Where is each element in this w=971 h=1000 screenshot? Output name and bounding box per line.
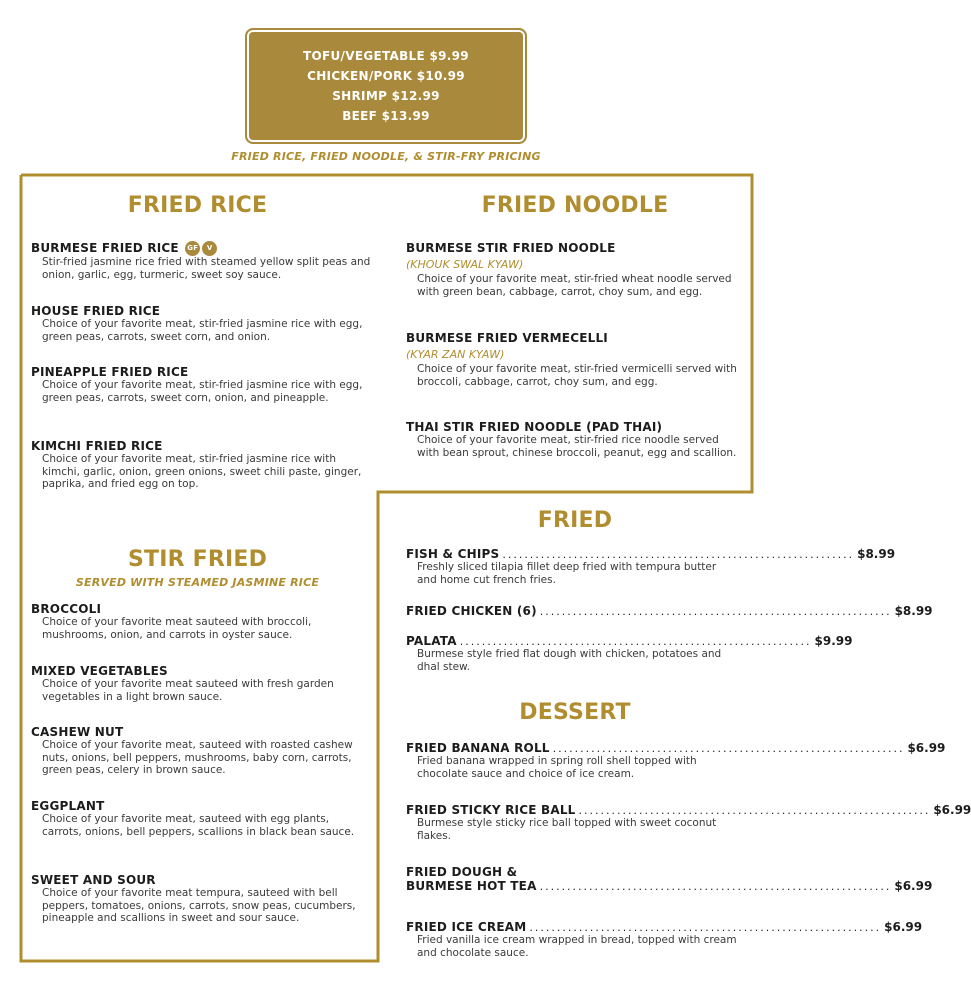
item-description: Fried banana wrapped in spring roll shell topped with chocolate sauce and choice of ice cream. [417,755,697,780]
item-name: KIMCHI FRIED RICE [31,439,163,453]
item-name: PALATA [406,634,457,648]
menu-item [406,634,853,673]
item-name: THAI STIR FRIED NOODLE (PAD THAI) [406,420,663,434]
menu-item [31,873,371,925]
item-name-continued: BURMESE HOT TEA [406,879,537,893]
menu-item [31,664,371,703]
menu-item [406,331,741,388]
vegetarian-badge: V [202,241,217,256]
item-description: Choice of your favorite meat, stir-fried rice noodle served with bean sprout, chinese broccoli, peanut, egg and scallion. [417,434,737,459]
menu-item [406,865,933,893]
fried-title: FRIED [537,508,613,533]
menu-item [31,602,371,641]
item-name: BURMESE STIR FRIED NOODLE [406,241,616,255]
pricing-caption: FRIED RICE, FRIED NOODLE, & STIR-FRY PRICING [231,150,541,163]
item-description: Choice of your favorite meat sauteed with broccoli, mushrooms, onion, and carrots in oyster sauce. [42,616,312,641]
menu-item [406,741,946,780]
item-name: FRIED STICKY RICE BALL [406,803,576,817]
item-name: BURMESE FRIED VERMECELLI [406,331,608,345]
item-price: $6.99 [884,920,923,934]
leader-dots: ................................................................ [552,742,905,755]
price-line-tofu: TOFU/VEGETABLE $9.99 [303,49,469,63]
stir-fried-subtitle: SERVED WITH STEAMED JASMINE RICE [75,576,320,589]
leader-dots: ................................................................ [502,548,855,561]
gluten-free-badge: GF [185,241,200,256]
menu-item [406,803,971,842]
item-name: FISH & CHIPS [406,547,500,561]
item-name: BURMESE FRIED RICE [31,241,179,255]
item-description: Choice of your favorite meat, sauteed with roasted cashew nuts, onions, bell peppers, mushrooms, baby corn, carrots, green peas, celery in brown sauce. [42,739,353,777]
item-description: Choice of your favorite meat, stir-fried vermicelli served with broccoli, cabbage, carrot, choy sum, and egg. [417,363,737,388]
leader-dots: ................................................................ [529,921,882,934]
menu-item [406,920,923,959]
item-name: FRIED DOUGH & [406,865,518,879]
item-description: Choice of your favorite meat tempura, sauteed with bell peppers, tomatoes, onions, carrots, snow peas, cucumbers, pineapple and scallions in sweet and sour sauce. [42,887,356,925]
item-name: SWEET AND SOUR [31,873,156,887]
item-price: $6.99 [907,741,946,755]
item-name: HOUSE FRIED RICE [31,304,161,318]
menu-item [406,547,896,586]
menu-item [31,241,371,281]
item-price: $8.99 [894,604,933,618]
item-name: PINEAPPLE FRIED RICE [31,365,189,379]
item-alt-name: (KHOUK SWAL KYAW) [406,258,524,271]
item-price: $6.99 [894,879,933,893]
price-line-chicken: CHICKEN/PORK $10.99 [307,69,465,83]
item-price: $9.99 [814,634,853,648]
menu-item [406,241,741,298]
item-description: Choice of your favorite meat, stir-fried jasmine rice with egg, green peas, carrots, sweet corn, and onion. [42,318,363,343]
menu-item [406,420,741,459]
item-name: MIXED VEGETABLES [31,664,168,678]
item-description: Burmese style sticky rice ball topped with sweet coconut flakes. [417,817,717,842]
dessert-title: DESSERT [519,700,631,725]
leader-dots: ................................................................ [459,635,812,648]
menu-item [31,304,371,343]
item-name: CASHEW NUT [31,725,124,739]
menu-item [31,365,371,404]
item-description: Choice of your favorite meat sauteed with fresh garden vegetables in a light brown sauce. [42,678,334,703]
item-name: BROCCOLI [31,602,102,616]
item-description: Choice of your favorite meat, stir-fried jasmine rice with egg, green peas, carrots, sweet corn, onion, and pineapple. [42,379,363,404]
fried-rice-title: FRIED RICE [127,193,268,218]
item-name: FRIED CHICKEN (6) [406,604,537,618]
leader-dots: ................................................................ [578,804,931,817]
stir-fried-title: STIR FRIED [127,547,268,572]
leader-dots: ................................................................ [539,605,892,618]
item-price: $6.99 [933,803,971,817]
item-price: $8.99 [857,547,896,561]
leader-dots: ................................................................ [539,880,892,893]
item-name: FRIED ICE CREAM [406,920,527,934]
menu-item [31,799,371,838]
item-name: FRIED BANANA ROLL [406,741,550,755]
menu-item [406,604,933,618]
item-description: Freshly sliced tilapia fillet deep fried with tempura butter and home cut french fries. [417,561,717,586]
price-line-beef: BEEF $13.99 [342,109,430,123]
fried-noodle-title: FRIED NOODLE [481,193,669,218]
price-line-shrimp: SHRIMP $12.99 [332,89,440,103]
item-description: Burmese style fried flat dough with chicken, potatoes and dhal stew. [417,648,722,673]
item-description: Choice of your favorite meat, stir-fried wheat noodle served with green bean, cabbage, carrot, choy sum, and egg. [417,273,732,298]
item-name: EGGPLANT [31,799,105,813]
item-alt-name: (KYAR ZAN KYAW) [406,348,505,361]
menu-item [31,725,371,777]
item-description: Choice of your favorite meat, stir-fried jasmine rice with kimchi, garlic, onion, green onions, sweet chili paste, ginger, paprika, and fried egg on top. [42,453,362,491]
item-description: Stir-fried jasmine rice fried with steamed yellow split peas and onion, garlic, egg, turmeric, sweet soy sauce. [42,256,371,281]
item-description: Fried vanilla ice cream wrapped in bread, topped with cream and chocolate sauce. [417,934,737,959]
menu-item [31,439,371,491]
item-description: Choice of your favorite meat, sauteed with egg plants, carrots, onions, bell peppers, scallions in black bean sauce. [42,813,355,838]
